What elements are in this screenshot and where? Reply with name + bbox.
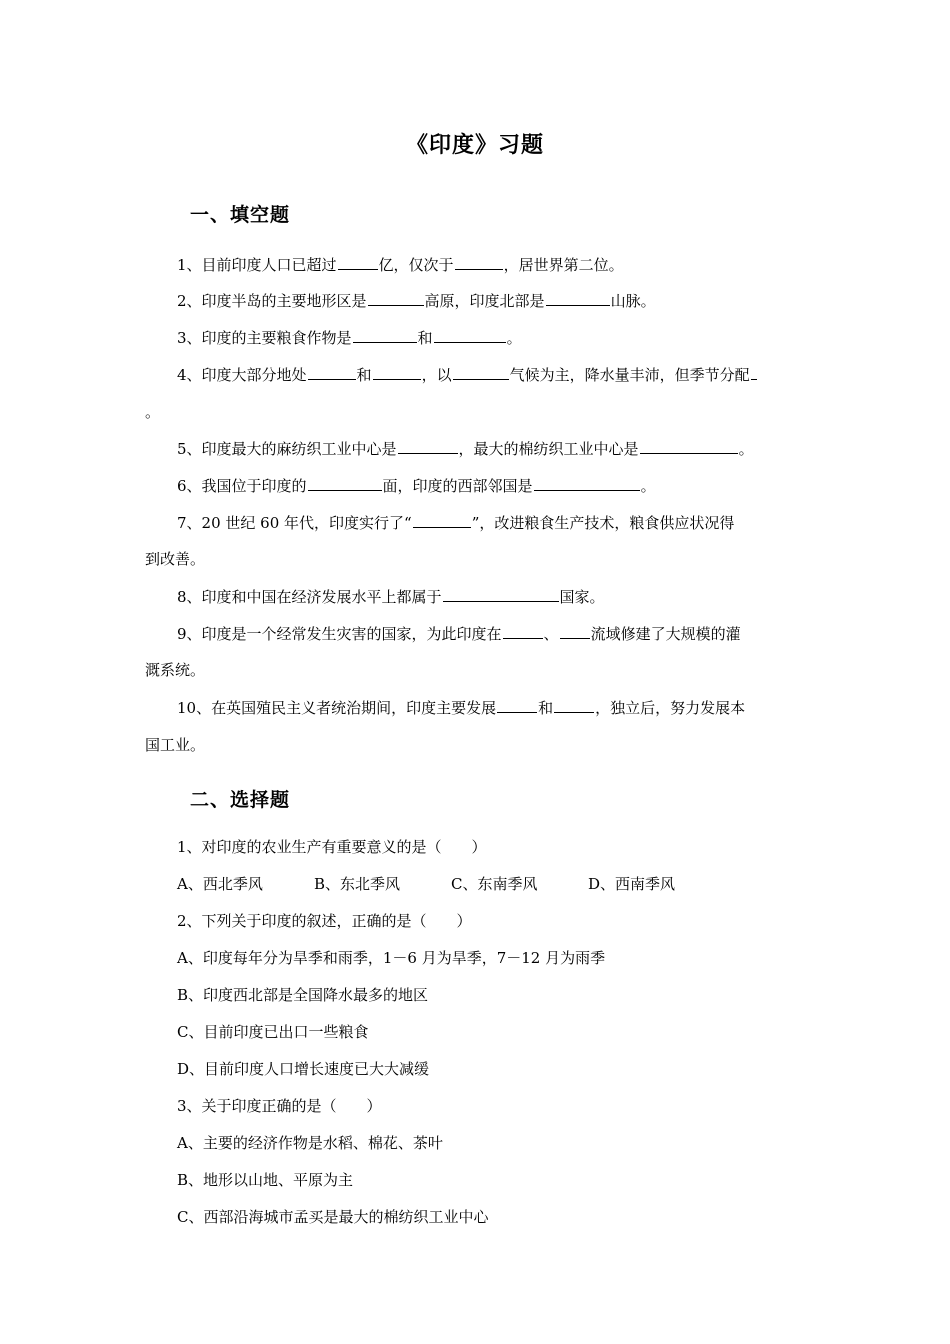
fill-question-8: 8、印度和中国在经济发展水平上都属于 国家。 bbox=[177, 588, 605, 606]
document-title: 《印度》习题 bbox=[405, 133, 544, 158]
answer-blank[interactable] bbox=[434, 327, 506, 343]
answer-blank[interactable] bbox=[353, 327, 417, 343]
answer-blank[interactable] bbox=[398, 438, 458, 454]
fill-question-2: 2、印度半岛的主要地形区是 高原，印度北部是 山脉。 bbox=[177, 292, 656, 310]
option-b[interactable]: B、印度西北部是全国降水最多的地区 bbox=[177, 986, 429, 1004]
answer-blank[interactable] bbox=[503, 623, 543, 639]
answer-blank[interactable] bbox=[413, 512, 471, 528]
answer-blank[interactable] bbox=[443, 586, 559, 602]
option-a[interactable]: A、印度每年分为旱季和雨季，1－6 月为旱季，7－12 月为雨季 bbox=[177, 949, 606, 967]
answer-blank[interactable] bbox=[546, 290, 610, 306]
answer-blank[interactable] bbox=[554, 697, 594, 713]
answer-blank[interactable] bbox=[751, 364, 757, 380]
answer-blank[interactable] bbox=[373, 364, 421, 380]
option-b[interactable]: B、东北季风 bbox=[314, 875, 401, 893]
choice-question-1-options bbox=[177, 874, 675, 894]
answer-blank[interactable] bbox=[534, 475, 640, 491]
choice-question-2-stem: 2、下列关于印度的叙述，正确的是（ ） bbox=[177, 912, 472, 930]
fill-question-10: 10、在英国殖民主义者统治期间，印度主要发展 和 ，独立后，努力发展本 bbox=[177, 699, 746, 717]
fill-question-7: 7、20 世纪 60 年代，印度实行了“ ”，改进粮食生产技术，粮食供应状况得 bbox=[177, 514, 735, 532]
answer-blank[interactable] bbox=[368, 290, 424, 306]
answer-blank[interactable] bbox=[560, 623, 590, 639]
fill-question-9-continued: 溉系统。 bbox=[145, 661, 206, 679]
answer-blank[interactable] bbox=[338, 254, 378, 270]
fill-question-4-continued: 。 bbox=[145, 403, 161, 421]
option-d[interactable]: D、西南季风 bbox=[588, 875, 676, 893]
answer-blank[interactable] bbox=[308, 475, 382, 491]
fill-question-6: 6、我国位于印度的 面，印度的西部邻国是 。 bbox=[177, 477, 656, 495]
choice-question-3-stem: 3、关于印度正确的是（ ） bbox=[177, 1097, 382, 1115]
fill-question-1: 1、目前印度人口已超过 亿，仅次于 ，居世界第二位。 bbox=[177, 256, 624, 274]
fill-question-7-continued: 到改善。 bbox=[145, 550, 206, 568]
section-heading-fill-in: 一、填空题 bbox=[190, 204, 291, 226]
answer-blank[interactable] bbox=[308, 364, 356, 380]
answer-blank[interactable] bbox=[640, 438, 738, 454]
option-c[interactable]: C、西部沿海城市孟买是最大的棉纺织工业中心 bbox=[177, 1208, 489, 1226]
answer-blank[interactable] bbox=[497, 697, 537, 713]
option-c[interactable]: C、目前印度已出口一些粮食 bbox=[177, 1023, 369, 1041]
option-d[interactable]: D、目前印度人口增长速度已大大减缓 bbox=[177, 1060, 430, 1078]
option-b[interactable]: B、地形以山地、平原为主 bbox=[177, 1171, 354, 1189]
choice-question-1-stem: 1、对印度的农业生产有重要意义的是（ ） bbox=[177, 838, 487, 856]
option-a[interactable]: A、西北季风 bbox=[177, 875, 263, 893]
option-a[interactable]: A、主要的经济作物是水稻、棉花、茶叶 bbox=[177, 1134, 443, 1152]
answer-blank[interactable] bbox=[455, 254, 503, 270]
section-heading-multiple-choice: 二、选择题 bbox=[190, 789, 291, 811]
fill-question-9: 9、印度是一个经常发生灾害的国家，为此印度在 、 流域修建了大规模的灌 bbox=[177, 625, 741, 643]
answer-blank[interactable] bbox=[453, 364, 509, 380]
fill-question-10-continued: 国工业。 bbox=[145, 736, 206, 754]
fill-question-5: 5、印度最大的麻纺织工业中心是 ，最大的棉纺织工业中心是 。 bbox=[177, 440, 754, 458]
fill-question-4: 4、印度大部分地处 和 ，以 气候为主，降水量丰沛，但季节分配 bbox=[177, 364, 758, 385]
option-c[interactable]: C、东南季风 bbox=[451, 875, 538, 893]
fill-question-3: 3、印度的主要粮食作物是 和 。 bbox=[177, 329, 522, 347]
